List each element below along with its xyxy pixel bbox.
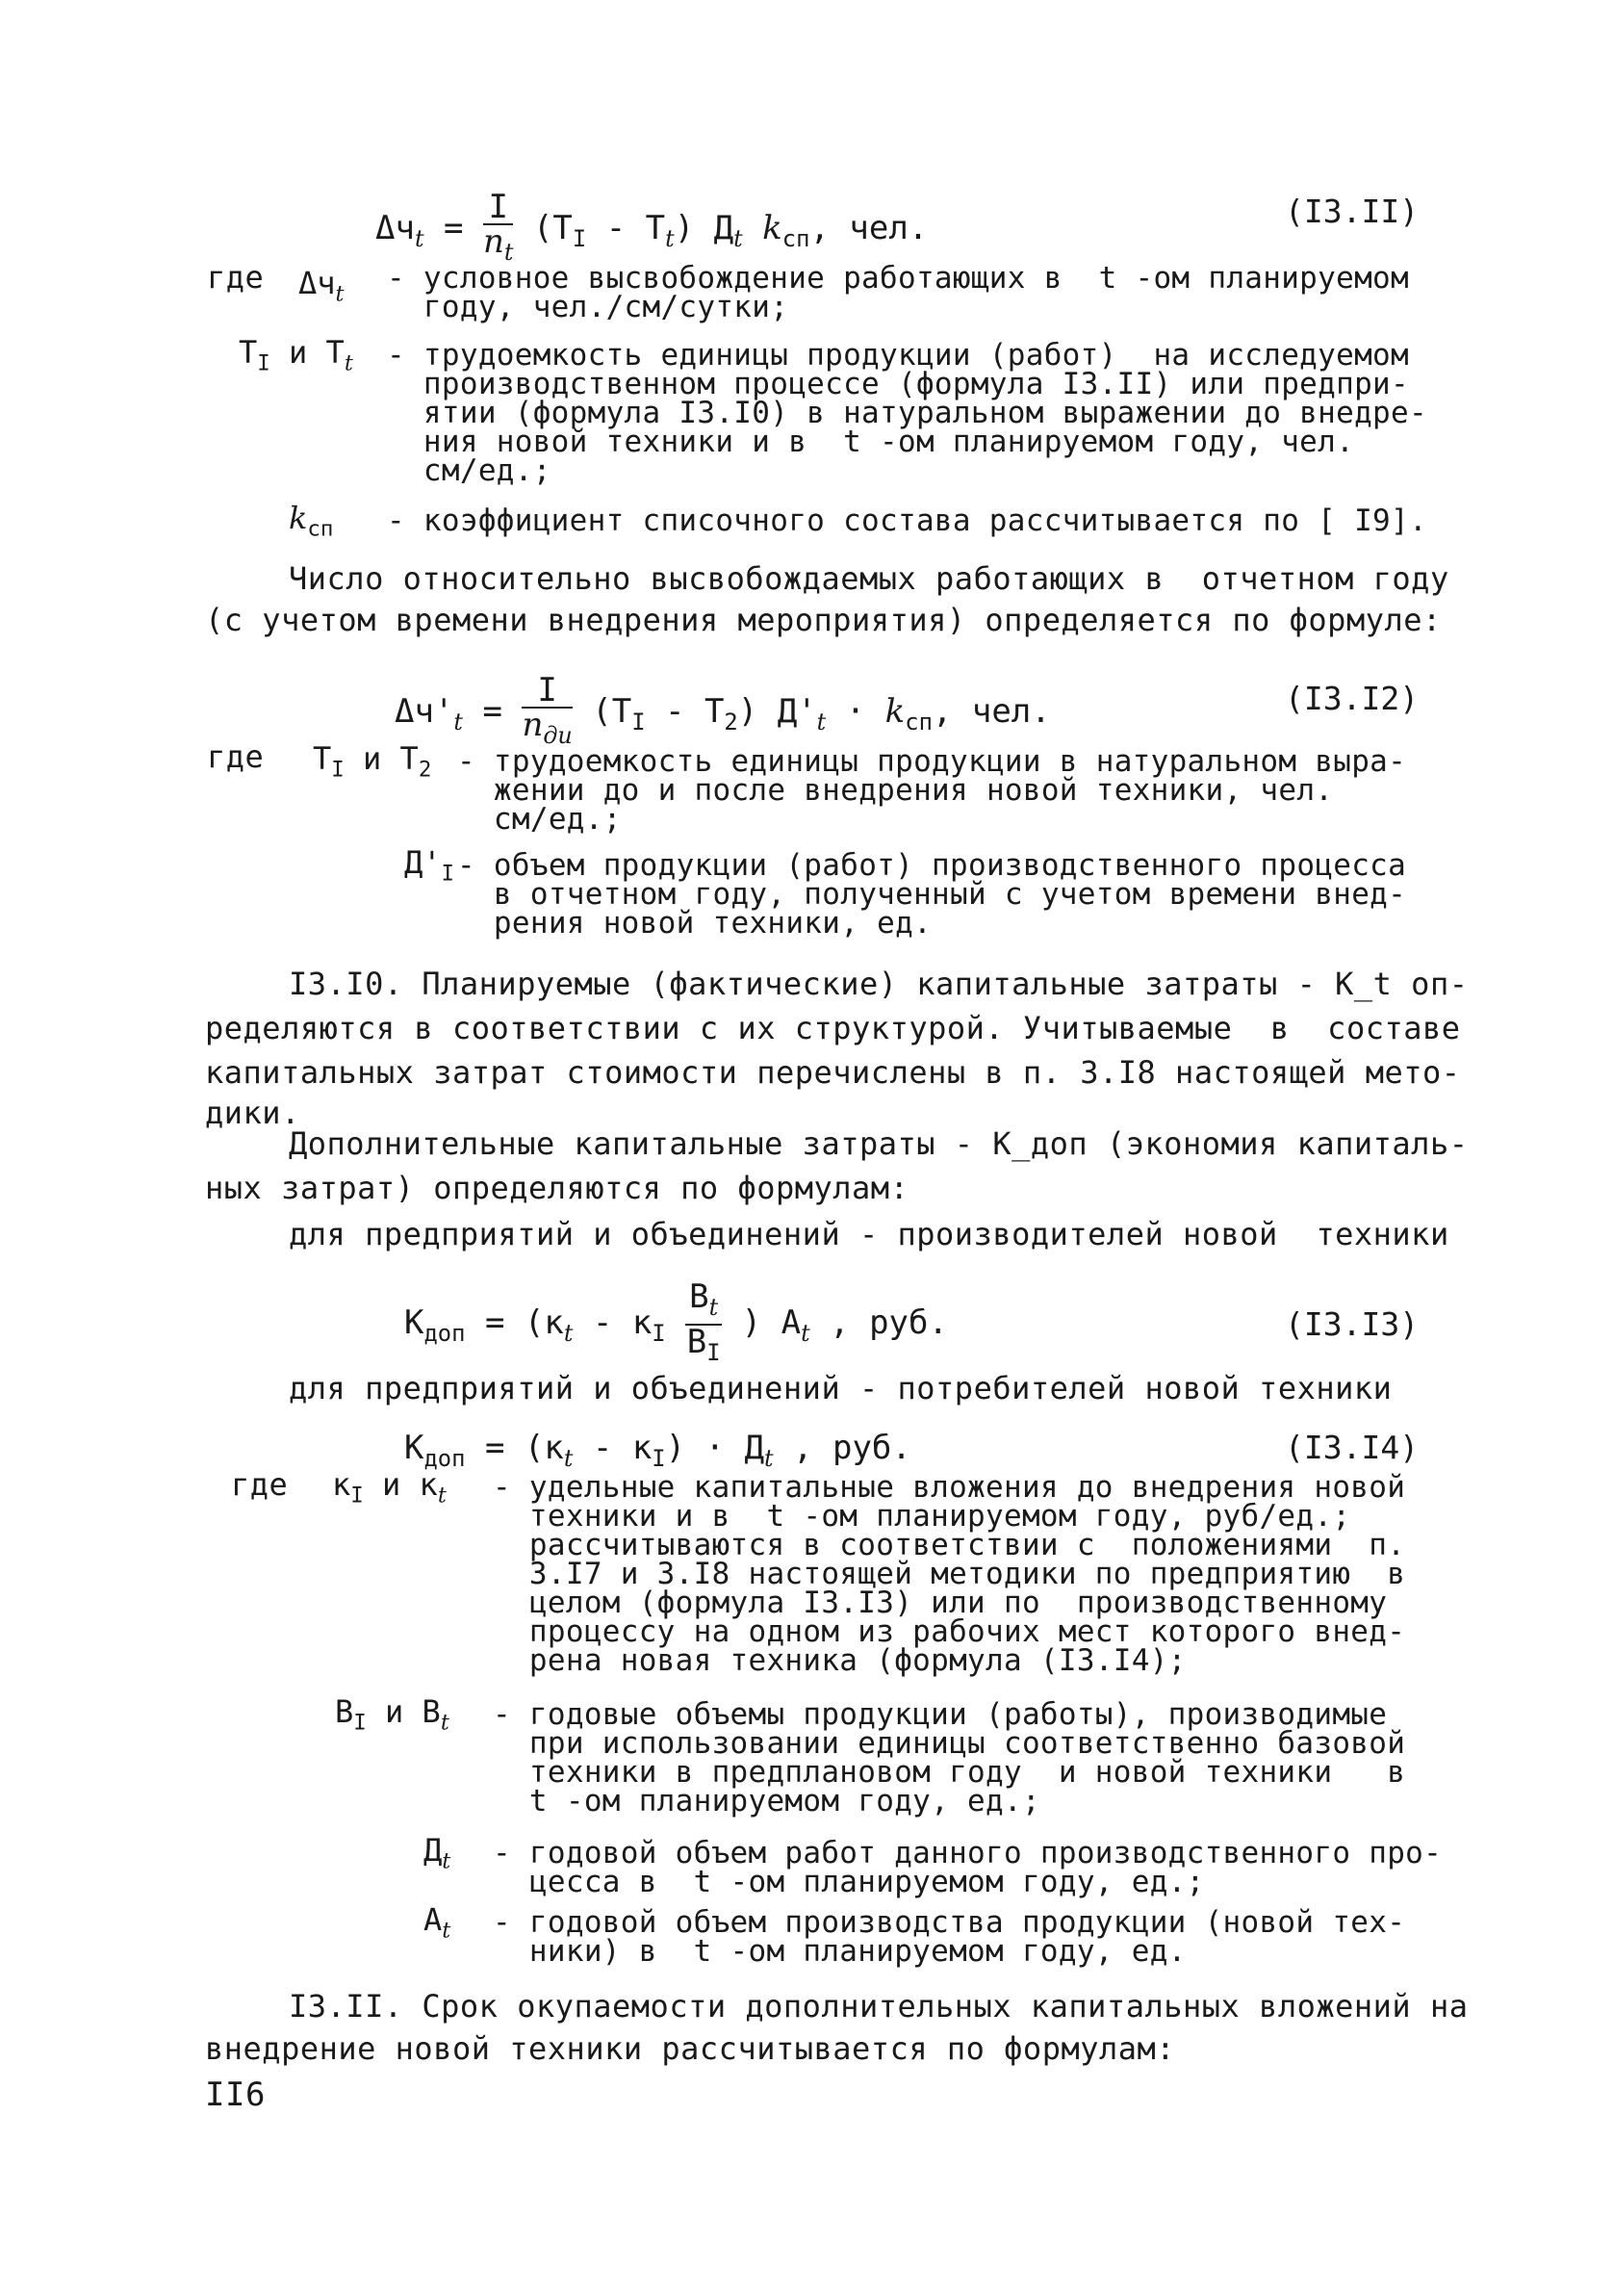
formula-body: ) $A_t$ , руб. xyxy=(741,1303,948,1348)
where-line: процессу на одном из рабочих мест которого внед- xyxy=(493,1614,1406,1649)
where-line: рассчитываются в соответствии с положениями п. xyxy=(493,1528,1406,1562)
where-line: - трудоемкость единицы продукции (работ) на исследуемом xyxy=(387,338,1409,373)
where-line: техники в предплановом году и новой техники в xyxy=(493,1755,1406,1790)
where-line: ятии (формула I3.I0) в натуральном выражении до внедре- xyxy=(387,396,1427,430)
formula-lhs: $\Delta ч'_t$ xyxy=(395,691,463,735)
where-line: ники) в t -ом планируемом году, ед. xyxy=(493,1934,1187,1969)
equation-number: (I3.II) xyxy=(1285,193,1420,230)
where-line: - трудоемкость единицы продукции в натуральном выра- xyxy=(457,744,1407,779)
where-line: - годовой объем производства продукции (новой тех- xyxy=(493,1905,1406,1940)
symbol-k1-kt: $к_I$ и $к_t$ xyxy=(332,1466,447,1509)
formula-fraction: $\frac{I}{n_{ди}}$ xyxy=(522,671,573,749)
where-line: - удельные капитальные вложения до внедрения новой xyxy=(493,1470,1406,1505)
symbol-t1-tt: $T_I$ и $T_t$ xyxy=(239,334,353,376)
body-text-line: Число относительно высвобождаемых работающих в отчетном году xyxy=(289,560,1449,597)
body-text-line: Дополнительные капитальные затраты - К_доп (экономия капиталь- xyxy=(289,1125,1469,1162)
formula-lhs: $\Delta ч_t$ xyxy=(375,208,424,252)
symbol-delta-ch-t: $\Delta ч_t$ xyxy=(298,265,345,307)
body-text-line: дики. xyxy=(205,1095,300,1131)
body-text-line: I3.I0. Планируемые (фактические) капитальные затраты - К_t оп- xyxy=(289,966,1469,1002)
symbol-d-t: $Д_t$ xyxy=(423,1832,451,1874)
where-line: ния новой техники и в t -ом планируемом году, чел. xyxy=(387,425,1355,459)
where-line: жении до и после внедрения новой техники, чел. xyxy=(457,773,1334,808)
formula-fraction: $\frac{B_t}{B_I}$ xyxy=(686,1277,721,1366)
formula-13-14: $К_{доп} = (к_t - к_I) \cdot Д_t$ , руб. xyxy=(404,1429,911,1472)
where-line: см/ед.; xyxy=(457,802,622,837)
symbol-d1-prime: $Д'_I$ xyxy=(404,844,455,887)
where-line: году, чел./см/сутки; xyxy=(387,290,789,324)
formula-fraction: $\frac{I}{n_t}$ xyxy=(482,188,514,266)
where-line: - условное высвобождение работающих в t -ом планируемом xyxy=(387,261,1409,296)
body-text-line: (с учетом времени внедрения мероприятия) определяется по формуле: xyxy=(205,602,1442,638)
formula-body: $(T_I - T_t)$ $Д_t$ $k_{сп}$, чел. xyxy=(532,208,929,252)
where-line: см/ед.; xyxy=(387,453,551,488)
symbol-b1-bt: $B_I$ и $B_t$ xyxy=(335,1693,449,1736)
where-line: - коэффициент списочного состава рассчитывается по [ I9]. xyxy=(387,503,1427,538)
where-line: t -ом планируемом году, ед.; xyxy=(493,1784,1040,1819)
where-line: в отчетном году, полученный с учетом времени внед- xyxy=(457,877,1407,912)
symbol-a-t: $A_t$ xyxy=(423,1901,451,1944)
where-line: - годовые объемы продукции (работы), производимые xyxy=(493,1697,1388,1732)
where-line: рения новой техники, ед. xyxy=(457,906,933,941)
body-text-line: внедрение новой техники рассчитывается по формулам: xyxy=(205,2030,1176,2067)
where-label: где xyxy=(231,1466,289,1503)
formula-lhs: $К_{доп} = (к_t - к_I$ xyxy=(404,1303,666,1348)
equation-number: (I3.I4) xyxy=(1285,1429,1420,1466)
body-text-line: для предприятий и объединений - потребителей новой техники xyxy=(289,1370,1393,1406)
equation-number: (I3.I3) xyxy=(1285,1305,1420,1343)
equation-number: (I3.I2) xyxy=(1285,680,1420,717)
body-text-line: ных затрат) определяются по формулам: xyxy=(205,1170,909,1206)
where-line: производственном процессе (формула I3.II) или предпри- xyxy=(387,367,1409,401)
body-text-line: капитальных затрат стоимости перечислены в п. 3.I8 настоящей мето- xyxy=(205,1054,1461,1091)
where-line: - объем продукции (работ) производственного процесса xyxy=(457,848,1407,883)
where-line: рена новая техника (формула (I3.I4); xyxy=(493,1643,1187,1678)
where-line: целом (формула I3.I3) или по производственному xyxy=(493,1586,1388,1620)
formula-13-13 xyxy=(404,1277,948,1369)
page-number: II6 xyxy=(205,2076,266,2114)
formula-13-12: $\Delta ч'_t$ = $\frac{I}{n_{ди}}$ $(T_I - T_2) Д'_t \cdot k_{сп}$, чел. xyxy=(395,674,1051,752)
where-line: цесса в t -ом планируемом году, ед.; xyxy=(493,1865,1205,1899)
formula-13-11: $\Delta ч_t$ = $\frac{I}{n_t}$ $(T_I - T_t)$ $Д_t$ $k_{сп}$, чел. xyxy=(375,191,928,269)
where-label: где xyxy=(207,259,265,296)
where-line: - годовой объем работ данного производственного про- xyxy=(493,1836,1443,1870)
where-line: при использовании единицы соответственно базовой xyxy=(493,1726,1406,1761)
body-text-line: для предприятий и объединений - производителей новой техники xyxy=(289,1216,1449,1252)
symbol-k-sp: $k_{сп}$ xyxy=(289,500,334,542)
where-line: техники и в t -ом планируемом году, руб/ед.; xyxy=(493,1499,1351,1534)
symbol-t1-t2: $T_I$ и $T_2$ xyxy=(313,740,432,783)
where-label: где xyxy=(207,738,265,775)
formula-body: $(T_I - T_2) Д'_t \cdot k_{сп}$, чел. xyxy=(592,691,1051,735)
body-text-line: ределяются в соответствии с их структурой. Учитываемые в составе xyxy=(205,1010,1461,1046)
body-text-line: I3.II. Срок окупаемости дополнительных капитальных вложений на xyxy=(289,1988,1469,2025)
where-line: 3.I7 и 3.I8 настоящей методики по предприятию в xyxy=(493,1557,1406,1591)
